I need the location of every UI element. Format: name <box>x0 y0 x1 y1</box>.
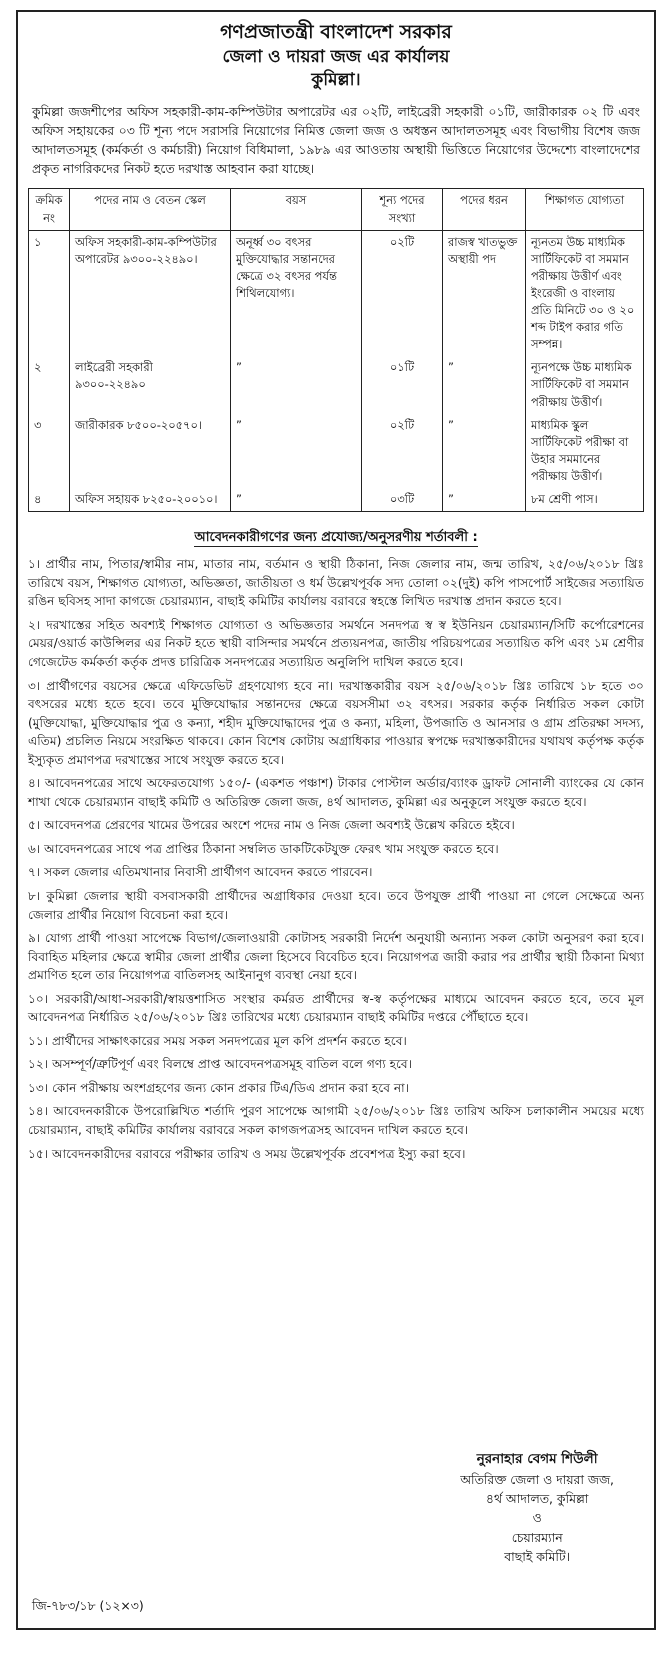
cell-vacancy: ০২টি <box>362 230 443 356</box>
signatory-court: ৪র্থ আদালত, কুমিল্লা <box>485 1491 589 1507</box>
cell-age: অনূর্ধ্ব ৩০ বৎসর মুক্তিযোদ্ধার সন্তানদের ক্ষেত্রে ৩২ বৎসর পর্যন্ত শিথিলযোগ্য। <box>231 230 362 356</box>
table-row <box>29 488 644 512</box>
conditions-list <box>28 555 644 1163</box>
cell-age: ” <box>231 414 362 488</box>
condition-item: ১৫। আবেদনকারীদের বরাবরে পরীক্ষার তারিখ ও সময় উল্লেখপূর্বক প্রবেশপত্র ইস্যু করা হবে। <box>28 1146 466 1161</box>
cell-serial: ৩ <box>29 414 70 488</box>
cell-post: অফিস সহায়ক ৮২৫০-২০০১০। <box>70 488 231 512</box>
govt-title: গণপ্রজাতন্ত্রী বাংলাদেশ সরকার <box>220 21 452 43</box>
cell-age: ” <box>231 488 362 512</box>
cell-serial: ৪ <box>29 488 70 512</box>
cell-qualification: ন্যূনতম উচ্চ মাধ্যমিক সার্টিফিকেট বা সমমান পরীক্ষায় উত্তীর্ণ এবং ইংরেজী ও বাংলায় প্রতি মিনিটে ৩০ ও ২০ শব্দ টাইপ করার গতি সম্পন্ন। <box>526 230 644 356</box>
cell-qualification: ৮ম শ্রেণী পাস। <box>526 488 644 512</box>
table-row <box>29 230 644 356</box>
signatory-conjunction: ও <box>532 1510 542 1526</box>
condition-item: ১২। অসম্পূর্ণ/ত্রুটিপূর্ণ এবং বিলম্বে প্রাপ্ত আবেদনপত্রসমূহ বাতিল বলে গণ্য হবে। <box>28 1057 413 1072</box>
cell-age: ” <box>231 356 362 413</box>
office-title: জেলা ও দায়রা জজ এর কার্যালয় <box>222 46 450 67</box>
condition-item: ১০। সরকারী/আধা-সরকারী/স্বায়ত্তশাসিত সংস্থার কর্মরত প্রার্থীদের স্ব-স্ব কর্তৃপক্ষের মাধ্যমে আবেদন করতে হবে, তবে মূল আবেদনপত্র নির্ধারিত ২৫/০৬/২০১৮ খ্রিঃ তারিখের মধ্যে চেয়ারম্যান বাছাই কমিটির দপ্তরে পৌঁছাতে হবে। <box>28 991 644 1025</box>
reference-number: জি-৭৮৩/১৮ (১২×৩) <box>32 1598 144 1613</box>
condition-item: ১। প্রার্থীর নাম, পিতার/স্বামীর নাম, মাতার নাম, বর্তমান ও স্থায়ী ঠিকানা, নিজ জেলার নাম, জন্ম তারিখ, ২৫/০৬/২০১৮ খ্রিঃ তারিখে বয়স, শিক্ষাগত যোগ্যতা, অভিজ্ঞতা, জাতীয়তা ও ধর্ম উল্লেখপূর্বক সদ্য তোলা ০২(দুই) কপি পাসপোর্ট সাইজের সত্যায়িত রঙিন ছবিসহ সাদা কাগজে চেয়ারম্যান, বাছাই কমিটির কার্যালয় বরাবরে স্বহস্তে লিখিত দরখাস্ত প্রদান করতে হবে। <box>28 557 644 609</box>
cell-vacancy: ০১টি <box>362 356 443 413</box>
cell-type: ” <box>443 414 526 488</box>
posts-table <box>28 188 644 512</box>
conditions-title <box>28 528 644 549</box>
conditions-title-text: আবেদনকারীগণের জন্য প্রযোজ্য/অনুসরণীয় শর্তাবলী : <box>194 530 478 546</box>
condition-item: ৬। আবেদনপত্রের সাথে পত্র প্রাপ্তির ঠিকানা সম্বলিত ডাকটিকেটযুক্ত ফেরৎ খাম সংযুক্ত করতে হবে। <box>28 841 499 856</box>
table-header-row <box>29 189 644 230</box>
office-location: কুমিল্লা। <box>311 69 361 90</box>
cell-post: অফিস সহকারী-কাম-কম্পিউটার অপারেটর ৯৩০০-২২৪৯০। <box>70 230 231 356</box>
table-row <box>29 414 644 488</box>
signatory-designation: অতিরিক্ত জেলা ও দায়রা জজ, <box>460 1471 614 1487</box>
cell-vacancy: ০৩টি <box>362 488 443 512</box>
condition-item: ৫। আবেদনপত্র প্রেরণের খামের উপরের অংশে পদের নাম ও নিজ জেলা অবশ্যই উল্লেখ করিতে হইবে। <box>28 818 515 833</box>
condition-item: ৪। আবেদনপত্রের সাথে অফেরতযোগ্য ১৫০/- (একশত পঞ্চাশ) টাকার পোস্টাল অর্ডার/ব্যাংক ড্রাফট সোনালী ব্যাংকের যে কোন শাখা থেকে চেয়ারম্যান বাছাই কমিটি ও অতিরিক্ত জেলা জজ, ৪র্থ আদালত, কুমিল্লা এর অনুকূলে সংযুক্ত করতে হবে। <box>28 776 644 809</box>
signatory-committee: বাছাই কমিটি। <box>504 1548 571 1564</box>
condition-item: ৯। যোগ্য প্রার্থী পাওয়া সাপেক্ষে বিভাগ/জেলাওয়ারী কোটাসহ সরকারী নির্দেশ অনুযায়ী অন্যান্য সকল কোটা অনুসরণ করা হবে। বিবাহিত মহিলার ক্ষেত্রে স্বামীর জেলা প্রার্থীর জেলা হিসেবে বিবেচিত হবে। নিয়োগপত্র জারী করার পর প্রার্থীর স্থায়ী ঠিকানা মিথ্যা প্রমাণিত হলে তার নিয়োগপত্র বাতিলসহ আইনানুগ ব্যবস্থা নেয়া হবে। <box>28 931 644 983</box>
notice-page <box>16 10 656 1630</box>
signatory-name: নুরনাহার বেগম শিউলী <box>476 1451 598 1467</box>
header-cell-post: পদের নাম ও বেতন স্কেল <box>70 189 231 230</box>
table-row <box>29 356 644 413</box>
cell-post: জারীকারক ৮৫০০-২০৫৭০। <box>70 414 231 488</box>
condition-item: ৭। সকল জেলার এতিমখানার নিবাসী প্রার্থীগণ আবেদন করতে পারবেন। <box>28 865 373 880</box>
cell-type: ” <box>443 488 526 512</box>
condition-item: ১৩। কোন পরীক্ষায় অংশগ্রহণের জন্য কোন প্রকার টিএ/ডিএ প্রদান করা হবে না। <box>28 1080 410 1095</box>
cell-serial: ১ <box>29 230 70 356</box>
cell-type: রাজস্ব খাতভুক্ত অস্থায়ী পদ <box>443 230 526 356</box>
cell-post: লাইব্রেরী সহকারী ৯৩০০-২২৪৯০ <box>70 356 231 413</box>
condition-item: ১১। প্রার্থীদের সাক্ষাৎকারের সময় সকল সনদপত্রের মূল কপি প্রদর্শন করতে হবে। <box>28 1033 407 1048</box>
condition-item: ১৪। আবেদনকারীকে উপরোল্লিখিত শর্তাদি পুরণ সাপেক্ষে আগামী ২৫/০৬/২০১৮ খ্রিঃ তারিখ অফিস চলাকালীন সময়ের মধ্যে চেয়ারম্যান, বাছাই কমিটির কার্যালয় বরাবরে সকল কাগজপত্রসহ আবেদন দাখিল করতে হবে। <box>28 1104 644 1138</box>
header-cell-vacancy: শূন্য পদের সংখ্যা <box>362 189 443 230</box>
cell-serial: ২ <box>29 356 70 413</box>
cell-type: ” <box>443 356 526 413</box>
condition-item: ৩। প্রার্থীগণের বয়সের ক্ষেত্রে এফিডেভিট গ্রহণযোগ্য হবে না। দরখাস্তকারীর বয়স ২৫/০৬/২০১৮ খ্রিঃ তারিখে ১৮ হতে ৩০ বৎসরের মধ্যে হতে হবে। তবে মুক্তিযোদ্ধার সন্তানদের ক্ষেত্রে বয়সসীমা ৩২ বৎসর। সরকার কর্তৃক নির্ধারিত সকল কোটা (মুক্তিযোদ্ধা, মুক্তিযোদ্ধার পুত্র ও কন্যা, শহীদ মুক্তিযোদ্ধাদের পুত্র ও কন্যা, মহিলা, উপজাতি ও আনসার ও গ্রাম প্রতিরক্ষা সদস্য, এতিম) প্রচলিত নিয়মে সংরক্ষিত থাকবে। কোন বিশেষ কোটায় অগ্রাধিকার পাওয়ার স্বপক্ষে দরখাস্তকারীদের যথাযথ কর্তৃপক্ষ কর্তৃক ইস্যুকৃত প্রমাণপত্র দরখাস্তের সাথে সংযুক্ত করতে হবে। <box>28 678 644 767</box>
condition-item: ২। দরখাস্তের সহিত অবশ্যই শিক্ষাগত যোগ্যতা ও অভিজ্ঞতার সমর্থনে সনদপত্র স্ব স্ব ইউনিয়ন চেয়ারম্যান/সিটি কর্পোরেশনের মেয়র/ওয়ার্ড কাউন্সিলর এর নিকট হতে স্থায়ী বাসিন্দার সমর্থনে প্রত্যয়নপত্র, জাতীয় পরিচয়পত্রের সত্যায়িত কপি এবং ১ম শ্রেণীর গেজেটেড কর্মকর্তা কর্তৃক প্রদত্ত চারিত্রিক সনদপত্রের সত্যায়িত অনুলিপি দাখিল করতে হবে। <box>28 617 644 669</box>
cell-qualification: ন্যূনপক্ষে উচ্চ মাধ্যমিক সার্টিফিকেট বা সমমান পরীক্ষায় উত্তীর্ণ। <box>526 356 644 413</box>
cell-qualification: মাধ্যমিক স্কুল সার্টিফিকেট পরীক্ষা বা উহার সমমানের পরীক্ষায় উত্তীর্ণ। <box>526 414 644 488</box>
header-cell-qualification: শিক্ষাগত যোগ্যতা <box>526 189 644 230</box>
header-cell-type: পদের ধরন <box>443 189 526 230</box>
signature-block <box>460 1449 614 1566</box>
header-cell-serial: ক্রমিক নং <box>29 189 70 230</box>
header-cell-age: বয়স <box>231 189 362 230</box>
intro-paragraph: কুমিল্লা জজশীপের অফিস সহকারী-কাম-কম্পিউটার অপারেটর এর ০২টি, লাইব্রেরী সহকারী ০১টি, জারীকারক ০২ টি এবং অফিস সহায়কের ০৩ টি শূন্য পদে সরাসরি নিয়োগের নিমিত্ত জেলা জজ ও অধস্তন আদালতসমূহ এবং বিভাগীয় বিশেষ জজ আদালতসমূহ (কর্মকর্তা ও কর্মচারী) নিয়োগ বিধিমালা, ১৯৮৯ এর আওতায় অস্থায়ী ভিত্তিতে নিয়োগের উদ্দেশ্যে বাংলাদেশের প্রকৃত নাগরিকদের নিকট হতে দরখাস্ত আহবান করা যাচ্ছে। <box>32 103 640 177</box>
condition-item: ৮। কুমিল্লা জেলার স্থায়ী বসবাসকারী প্রার্থীদের অগ্রাধিকার দেওয়া হবে। তবে উপযুক্ত প্রার্থী পাওয়া না গেলে সেক্ষেত্রে অন্য জেলার প্রার্থীর নিয়োগ বিবেচনা করা হবে। <box>28 889 644 922</box>
signatory-chairman: চেয়ারম্যান <box>511 1529 563 1545</box>
cell-vacancy: ০২টি <box>362 414 443 488</box>
notice-header <box>28 20 644 92</box>
